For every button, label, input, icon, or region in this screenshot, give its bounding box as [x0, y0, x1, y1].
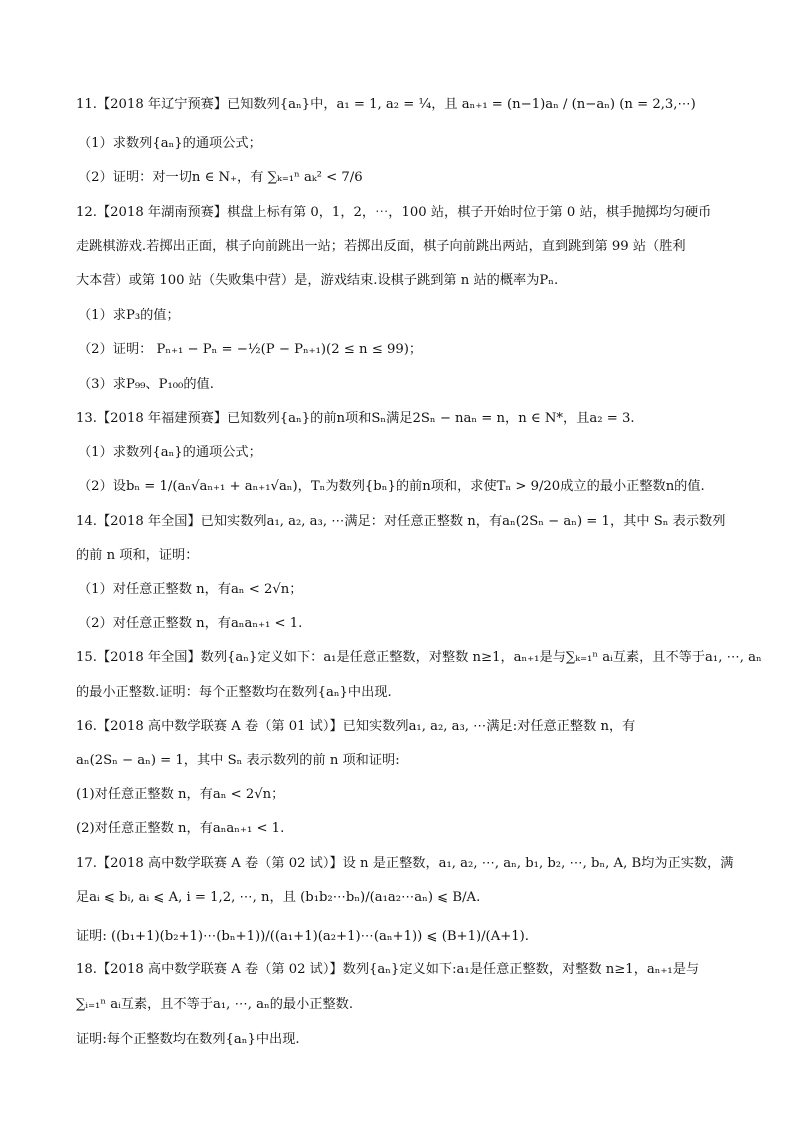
text-line: 大本营）或第 100 站（失败集中营）是，游戏结束.设棋子跳到第 n 站的概率为Pₙ.	[76, 273, 559, 288]
text-line: 的最小正整数.证明：每个正整数均在数列{aₙ}中出现.	[76, 685, 392, 700]
text-line: （1）求数列{aₙ}的通项公式；	[78, 445, 262, 460]
text-line: 17.【2018 高中数学联赛 A 卷（第 02 试）】设 n 是正整数，a₁, a₂, ⋯, aₙ, b₁, b₂, ⋯, bₙ, A, B均为正实数，满	[76, 856, 734, 871]
text-line: 证明: ((b₁+1)(b₂+1)⋯(bₙ+1))/((a₁+1)(a₂+1)⋯(aₙ+1)) ⩽ (B+1)/(A+1).	[76, 929, 529, 944]
text-line: (2)对任意正整数 n，有aₙaₙ₊₁ < 1.	[76, 821, 285, 836]
text-line: 足aᵢ ⩽ bᵢ, aᵢ ⩽ A, i = 1,2, ⋯, n，且 (b₁b₂⋯bₙ)/(a₁a₂⋯aₙ) ⩽ B/A.	[76, 890, 481, 905]
text-line: （2）设bₙ = 1/(aₙ√aₙ₊₁ + aₙ₊₁√aₙ)，Tₙ为数列{bₙ}的前n项和，求使Tₙ > 9/20成立的最小正整数n的值.	[78, 479, 705, 494]
text-line: 走跳棋游戏.若掷出正面，棋子向前跳出一站；若掷出反面，棋子向前跳出两站，直到跳到第 99 站（胜利	[76, 239, 686, 254]
text-line: 的前 n 项和，证明：	[76, 548, 199, 563]
text-line: 16.【2018 高中数学联赛 A 卷（第 01 试）】已知实数列a₁, a₂, a₃, ⋯满足:对任意正整数 n，有	[76, 719, 636, 734]
text-line: 11.【2018 年辽宁预赛】已知数列{aₙ}中，a₁ = 1, a₂ = ¹⁄₄，且 aₙ₊₁ = (n−1)aₙ / (n−aₙ) (n = 2,3,⋯)	[76, 97, 696, 112]
text-line: （1）求数列{aₙ}的通项公式；	[78, 136, 262, 151]
text-line: aₙ(2Sₙ − aₙ) = 1，其中 Sₙ 表示数列的前 n 项和证明:	[76, 753, 400, 768]
text-line: （2）对任意正整数 n，有aₙaₙ₊₁ < 1.	[78, 616, 303, 631]
text-line: 14.【2018 年全国】已知实数列a₁, a₂, a₃, ⋯满足：对任意正整数 n，有aₙ(2Sₙ − aₙ) = 1，其中 Sₙ 表示数列	[76, 514, 726, 529]
text-line: ∑ᵢ₌₁ⁿ aᵢ互素，且不等于a₁, ⋯, aₙ的最小正整数.	[76, 997, 354, 1012]
text-line: （2）证明： Pₙ₊₁ − Pₙ = −½(P − Pₙ₊₁)(2 ≤ n ≤ 99)；	[78, 342, 423, 357]
text-line: （1）对任意正整数 n，有aₙ < 2√n；	[78, 582, 303, 597]
text-line: （2）证明：对一切n ∈ N₊，有 ∑ₖ₌₁ⁿ aₖ² < 7/6	[78, 170, 363, 185]
text-line: 18.【2018 高中数学联赛 A 卷（第 02 试）】数列{aₙ}定义如下:a₁是任意正整数，对整数 n≥1，aₙ₊₁是与	[76, 962, 700, 977]
text-line: 12.【2018 年湖南预赛】棋盘上标有第 0，1，2，⋯，100 站，棋子开始时位于第 0 站，棋手抛掷均匀硬币	[76, 205, 712, 220]
text-line: 13.【2018 年福建预赛】已知数列{aₙ}的前n项和Sₙ满足2Sₙ − naₙ = n，n ∈ N*，且a₂ = 3.	[76, 411, 635, 426]
text-line: （1）求P₃的值；	[78, 308, 180, 323]
text-line: (1)对任意正整数 n，有aₙ < 2√n；	[76, 787, 285, 802]
text-line: （3）求P₉₉、P₁₀₀的值.	[78, 377, 214, 392]
text-line: 15.【2018 年全国】数列{aₙ}定义如下：a₁是任意正整数，对整数 n≥1，aₙ₊₁是与∑ₖ₌₁ⁿ aᵢ互素，且不等于a₁, ⋯, aₙ	[76, 650, 762, 665]
text-line: 证明:每个正整数均在数列{aₙ}中出现.	[76, 1032, 300, 1047]
